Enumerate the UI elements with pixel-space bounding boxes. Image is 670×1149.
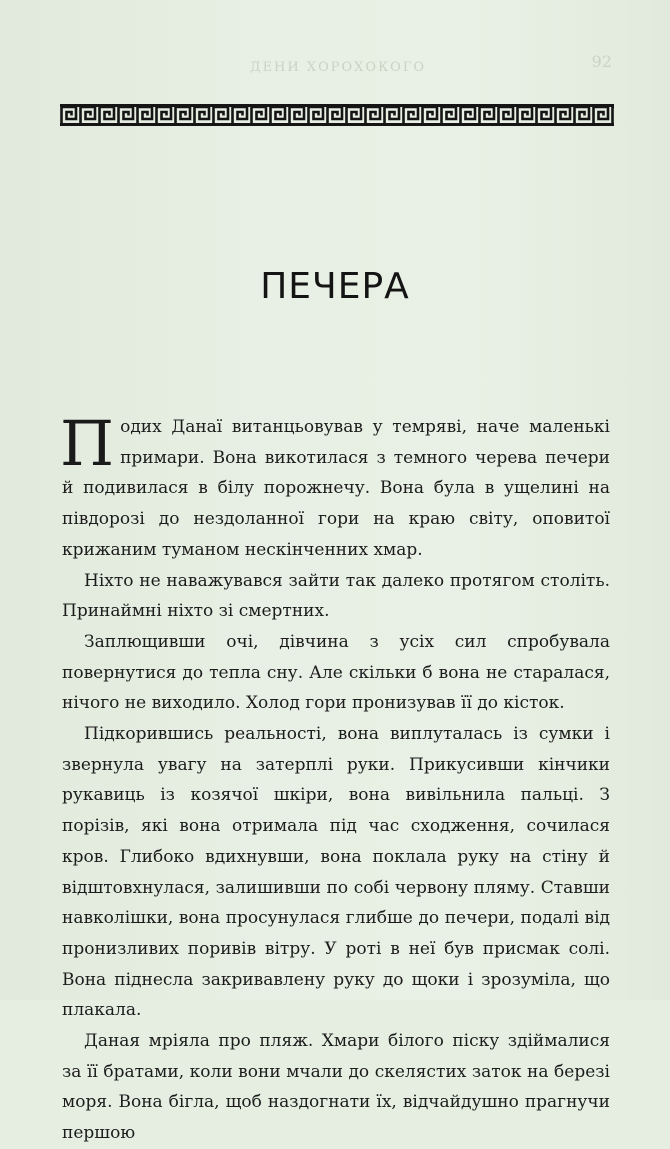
chapter-body <box>60 407 610 1149</box>
paragraph: Заплющивши очі, дівчина з усіх сил спробувала повернутися до тепла сну. Але скільки б вона не старалася, нічого не виходило. Холод гори пронизував її до кісток. <box>62 631 610 714</box>
paragraph <box>60 407 610 566</box>
paragraph-text: одих Данаї витанцьовував у темряві, наче маленькі примари. Вона викотилася з темного черева печери й подивилася в білу порожнечу. Вона була в ущелині на півдорозі до нездоланної гори на краю світу, оповитої крижаним туманом нескінченних хмар. <box>62 417 610 560</box>
paragraph: Ніхто не наважувався зайти так далеко протягом століть. Принаймні ніхто зі смертних. <box>62 570 610 622</box>
greek-key-ornament <box>60 104 614 126</box>
paragraph: Підкорившись реальності, вона виплуталась із сумки і звернула увагу на затерплі руки. Прикусивши кінчики рукавиць із козячої шкіри, вона вивільнила пальці. З порізів, які вона отримала під час сходження, сочилася кров. Глибоко вдихнувши, вона поклала руку на стіну й відштовхнулася, залишивши по собі червону пляму. Ставши навколішки, вона просунулася глибше до печери, подалі від пронизливих поривів вітру. У роті в неї був присмак солі. Вона піднесла закривавлену руку до щоки і зрозуміла, що плакала. <box>62 724 610 1021</box>
running-header: ДЕНИ ХОРОХОКОГО <box>250 60 427 75</box>
chapter-title: ПЕЧЕРА <box>260 266 410 307</box>
page-number: 92 <box>591 52 612 71</box>
drop-cap: П <box>60 407 115 480</box>
paragraph: Даная мріяла про пляж. Хмари білого піску здіймалися за її братами, коли вони мчали до скелястих заток на березі моря. Вона бігла, щоб наздогнати їх, відчайдушно прагнучи першою <box>62 1031 610 1144</box>
